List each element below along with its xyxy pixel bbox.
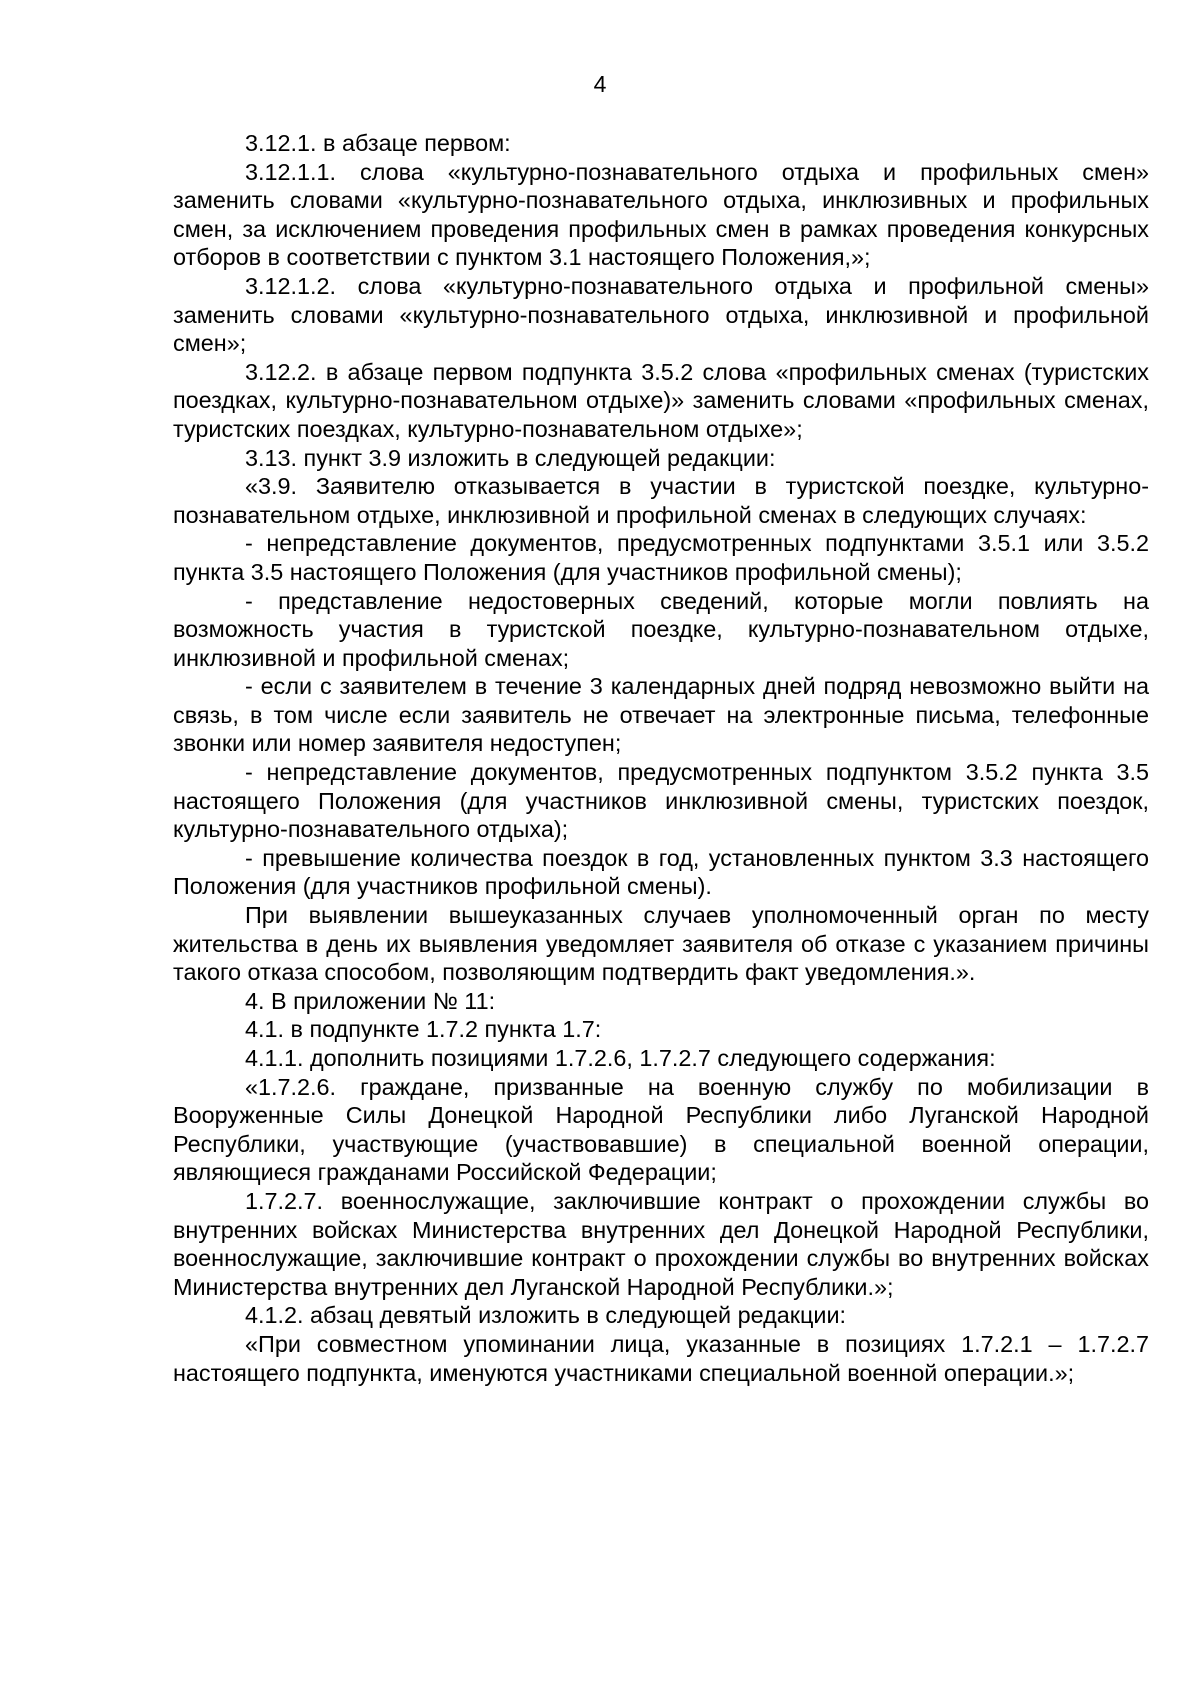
paragraph-1-7-2-7: 1.7.2.7. военнослужащие, заключившие контракт о прохождении службы во внутренних войсках Министерства внутренних дел Донецкой Народной Республики, военнослужащие, заключившие контракт о прохождении службы во внутренних войсках Министерства внутренних дел Луганской Народной Республики.»; (173, 1187, 1149, 1300)
paragraph-joint-mention: «При совместном упоминании лица, указанные в позициях 1.7.2.1 – 1.7.2.7 настоящего подпункта, именуются участниками специальной военной операции.»; (173, 1330, 1149, 1386)
list-item-refusal-4: - непредставление документов, предусмотренных подпунктом 3.5.2 пункта 3.5 настоящего Положения (для участников инклюзивной смены, туристских поездок, культурно-познавательного отдыха); (173, 759, 1149, 843)
paragraph-3-9-intro: «3.9. Заявителю отказывается в участии в туристской поездке, культурно-познавательном отдыхе, инклюзивной и профильной сменах в следующих случаях: (173, 473, 1149, 528)
paragraph-notification: При выявлении вышеуказанных случаев уполномоченный орган по месту жительства в день их выявления уведомляет заявителя об отказе с указанием причины такого отказа способом, позволяющим подтвердить факт уведомления.». (173, 902, 1149, 986)
paragraph-4: 4. В приложении № 11: (245, 987, 496, 1014)
list-item-refusal-3: - если с заявителем в течение 3 календарных дней подряд невозможно выйти на связь, в том числе если заявитель не отвечает на электронные письма, телефонные звонки или номер заявителя недоступен; (173, 673, 1149, 757)
paragraph-3-12-1: 3.12.1. в абзаце первом: (245, 130, 511, 156)
list-item-refusal-2: - представление недостоверных сведений, которые могли повлиять на возможность участия в туристской поездке, культурно-познавательном отдыхе, инклюзивной и профильной сменах; (173, 587, 1149, 671)
paragraph-3-12-1-1: 3.12.1.1. слова «культурно-познавательного отдыха и профильных смен» заменить словами «культурно-познавательного отдыха, инклюзивных и профильных смен, за исключением проведения профильных смен в рамках проведения конкурсных отборов в соответствии с пунктом 3.1 настоящего Положения,»; (173, 158, 1149, 271)
paragraph-4-1: 4.1. в подпункте 1.7.2 пункта 1.7: (245, 1016, 602, 1043)
paragraph-4-1-1: 4.1.1. дополнить позициями 1.7.2.6, 1.7.2.7 следующего содержания: (245, 1045, 996, 1071)
page-number: 4 (593, 71, 607, 97)
paragraph-4-1-2: 4.1.2. абзац девятый изложить в следующей редакции: (245, 1302, 847, 1329)
paragraph-3-13: 3.13. пункт 3.9 изложить в следующей редакции: (245, 444, 776, 471)
list-item-refusal-5: - превышение количества поездок в год, установленных пунктом 3.3 настоящего Положения (для участников профильной смены). (173, 844, 1149, 900)
paragraph-1-7-2-6: «1.7.2.6. граждане, призванные на военную службу по мобилизации в Вооруженные Силы Донецкой Народной Республики либо Луганской Народной Республики, участвующие (участвовавшие) в специальной военной операции, являющиеся гражданами Российской Федерации; (173, 1073, 1149, 1186)
paragraph-3-12-1-2: 3.12.1.2. слова «культурно-познавательного отдыха и профильной смены» заменить словами «культурно-познавательного отдыха, инклюзивной и профильной смен»; (173, 272, 1149, 357)
list-item-refusal-1: - непредставление документов, предусмотренных подпунктами 3.5.1 или 3.5.2 пункта 3.5 настоящего Положения (для участников профильной смены); (173, 530, 1149, 585)
paragraph-3-12-2: 3.12.2. в абзаце первом подпункта 3.5.2 слова «профильных сменах (туристских поездках, культурно-познавательном отдыхе)» заменить словами «профильных сменах, туристских поездках, культурно-познавательном отдыхе»; (173, 358, 1149, 442)
document-body (173, 129, 1149, 1387)
